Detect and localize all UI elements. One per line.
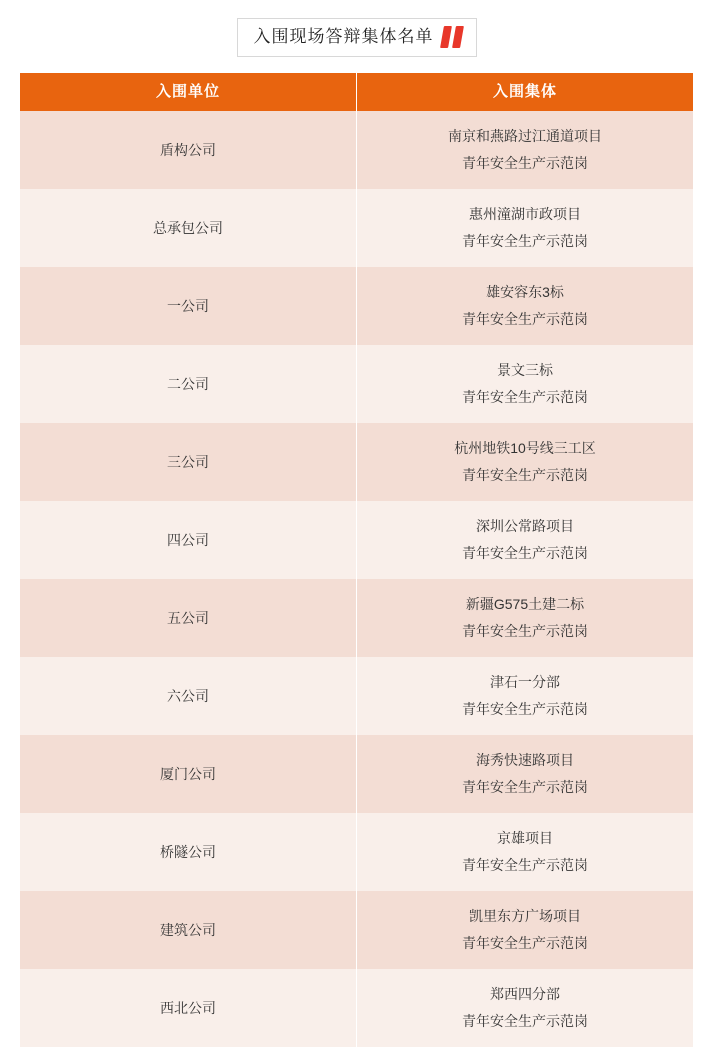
team-line-2: 青年安全生产示范岗	[462, 155, 588, 171]
cell-team	[357, 189, 694, 267]
table-body	[20, 111, 693, 1047]
cell-team	[357, 267, 694, 345]
team-line-1: 京雄项目	[497, 830, 553, 846]
page-title: 入围现场答辩集体名单	[253, 26, 434, 46]
cell-unit: 四公司	[20, 501, 357, 579]
title-section	[0, 0, 713, 73]
cell-team	[357, 579, 694, 657]
table-row	[20, 579, 693, 657]
cell-unit: 三公司	[20, 423, 357, 501]
team-line-2: 青年安全生产示范岗	[462, 545, 588, 561]
table-row	[20, 891, 693, 969]
team-line-1: 雄安容东3标	[486, 284, 564, 300]
team-line-2: 青年安全生产示范岗	[462, 389, 588, 405]
cell-unit: 厦门公司	[20, 735, 357, 813]
table-row	[20, 501, 693, 579]
column-header-team: 入围集体	[357, 73, 694, 111]
team-line-1: 海秀快速路项目	[476, 752, 574, 768]
cell-unit: 盾构公司	[20, 111, 357, 189]
team-line-1: 郑西四分部	[490, 986, 560, 1002]
team-line-2: 青年安全生产示范岗	[462, 233, 588, 249]
cell-unit: 西北公司	[20, 969, 357, 1047]
team-line-2: 青年安全生产示范岗	[462, 311, 588, 327]
table-row	[20, 969, 693, 1047]
cell-team	[357, 423, 694, 501]
team-line-1: 杭州地铁10号线三工区	[454, 440, 596, 456]
table-header	[20, 73, 693, 111]
table-header-row	[20, 73, 693, 111]
table-row	[20, 111, 693, 189]
cell-team	[357, 345, 694, 423]
cell-team	[357, 969, 694, 1047]
team-line-1: 津石一分部	[490, 674, 560, 690]
cell-unit: 五公司	[20, 579, 357, 657]
team-line-1: 凯里东方广场项目	[469, 908, 581, 924]
team-line-1: 新疆G575土建二标	[465, 596, 585, 612]
cell-unit: 总承包公司	[20, 189, 357, 267]
team-line-2: 青年安全生产示范岗	[462, 623, 588, 639]
team-line-2: 青年安全生产示范岗	[462, 779, 588, 795]
table-row	[20, 345, 693, 423]
cell-team	[357, 501, 694, 579]
team-line-2: 青年安全生产示范岗	[462, 857, 588, 873]
cell-unit: 桥隧公司	[20, 813, 357, 891]
shortlist-table	[20, 73, 693, 1047]
table-row	[20, 189, 693, 267]
team-line-1: 惠州潼湖市政项目	[469, 206, 581, 222]
team-line-2: 青年安全生产示范岗	[462, 701, 588, 717]
table-row	[20, 735, 693, 813]
cell-team	[357, 657, 694, 735]
team-line-2: 青年安全生产示范岗	[462, 1013, 588, 1029]
cell-unit: 建筑公司	[20, 891, 357, 969]
team-line-1: 景文三标	[497, 362, 553, 378]
red-quote-marks-icon	[442, 26, 462, 48]
cell-unit: 一公司	[20, 267, 357, 345]
cell-team	[357, 111, 694, 189]
cell-team	[357, 735, 694, 813]
table-row	[20, 423, 693, 501]
cell-team	[357, 891, 694, 969]
cell-team	[357, 813, 694, 891]
team-line-1: 南京和燕路过江通道项目	[448, 128, 602, 144]
column-header-unit: 入围单位	[20, 73, 357, 111]
cell-unit: 六公司	[20, 657, 357, 735]
team-line-2: 青年安全生产示范岗	[462, 935, 588, 951]
title-box	[237, 18, 477, 57]
table-row	[20, 813, 693, 891]
table-row	[20, 657, 693, 735]
table-row	[20, 267, 693, 345]
cell-unit: 二公司	[20, 345, 357, 423]
team-line-1: 深圳公常路项目	[476, 518, 574, 534]
team-line-2: 青年安全生产示范岗	[462, 467, 588, 483]
